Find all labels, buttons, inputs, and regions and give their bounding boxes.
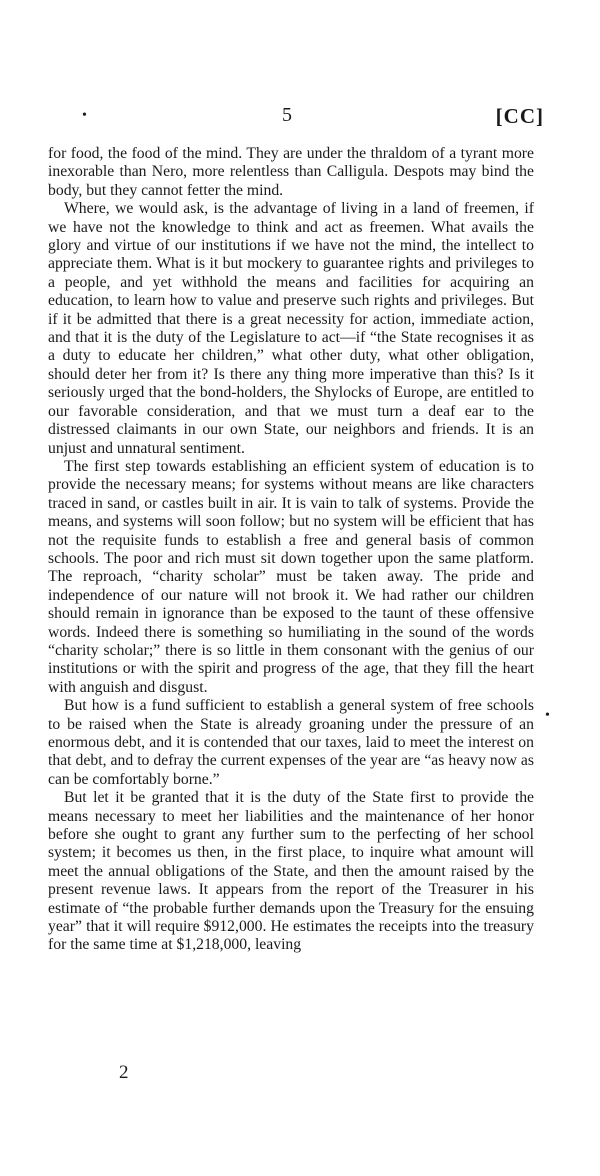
paragraph: But how is a fund sufficient to establish a general system of free schools to be raised when the State is already groaning under the pressure of an enormous debt, and it is contended that our taxes, laid to meet the interest on that debt, and to defray the current expenses of the year are “as heavy now as can be comfortably borne.” <box>48 697 534 788</box>
paragraph: The first step towards establishing an efficient system of education is to provide the necessary means; for systems without means are like characters traced in sand, or castles built in air. It is vain to talk of systems. Provide the means, and systems will soon follow; but no system will be efficient that has not the requisite funds to establish a free and general basis of common schools. The poor and rich must sit down together upon the same platform. The reproach, “charity scholar” must be taken away. The pride and independence of our nature will not brook it. We had rather our children should remain in ignorance than be exposed to the taunt of these offensive words. Indeed there is something so humiliating in the sound of the words “charity scholar;” there is so little in them consonant with the genius of our institutions or with the spirit and progress of the age, that they fill the heart with anguish and disgust. <box>48 457 534 696</box>
paragraph: for food, the food of the mind. They are under the thraldom of a tyrant more inexorable than Nero, more relentless than Calligula. Despots may bind the body, but they cannot fetter the mind. <box>48 145 534 199</box>
page-number: 5 <box>282 104 292 126</box>
footer-signature: 2 <box>119 1062 129 1083</box>
paragraph: But let it be granted that it is the duty of the State first to provide the means necessary to meet her liabilities and the maintenance of her honor before she ought to grant any further sum to the perfecting of her school system; it becomes us then, in the first place, to inquire what amount will meet the annual obligations of the State, and then the amount raised by the present revenue laws. It appears from the report of the Treasurer in his estimate of “the probable further demands upon the Treasury for the ensuing year” that it will require $912,000. He estimates the receipts into the treasury for the same time at $1,218,000, leaving <box>48 789 534 954</box>
paragraph: Where, we would ask, is the advantage of living in a land of freemen, if we have not the knowledge to think and act as freemen. What avails the glory and virtue of our institutions if we have not the mind, the intellect to appreciate them. What is it but mockery to guarantee rights and privileges to a people, and yet withhold the means and facilities for acquiring an education, to learn how to value and preserve such rights and privileges. But if it be admitted that there is a great necessity for action, immediate action, and that it is the duty of the Legislature to act—if “the State recognises it as a duty to educate her children,” what other duty, what other obligation, should deter her from it? Is there any thing more imperative than this? Is it seriously urged that the bond-holders, the Shylocks of Europe, are entitled to our favorable consideration, and that we must turn a deaf ear to the distressed claimants in our own State, our neighbors and friends. It is an unjust and unnatural sentiment. <box>48 200 534 457</box>
margin-mark: • <box>82 108 87 123</box>
page-header <box>48 104 552 134</box>
body-text <box>48 145 534 955</box>
margin-mark: • <box>545 708 550 723</box>
signature-mark: [CC] <box>495 104 544 128</box>
